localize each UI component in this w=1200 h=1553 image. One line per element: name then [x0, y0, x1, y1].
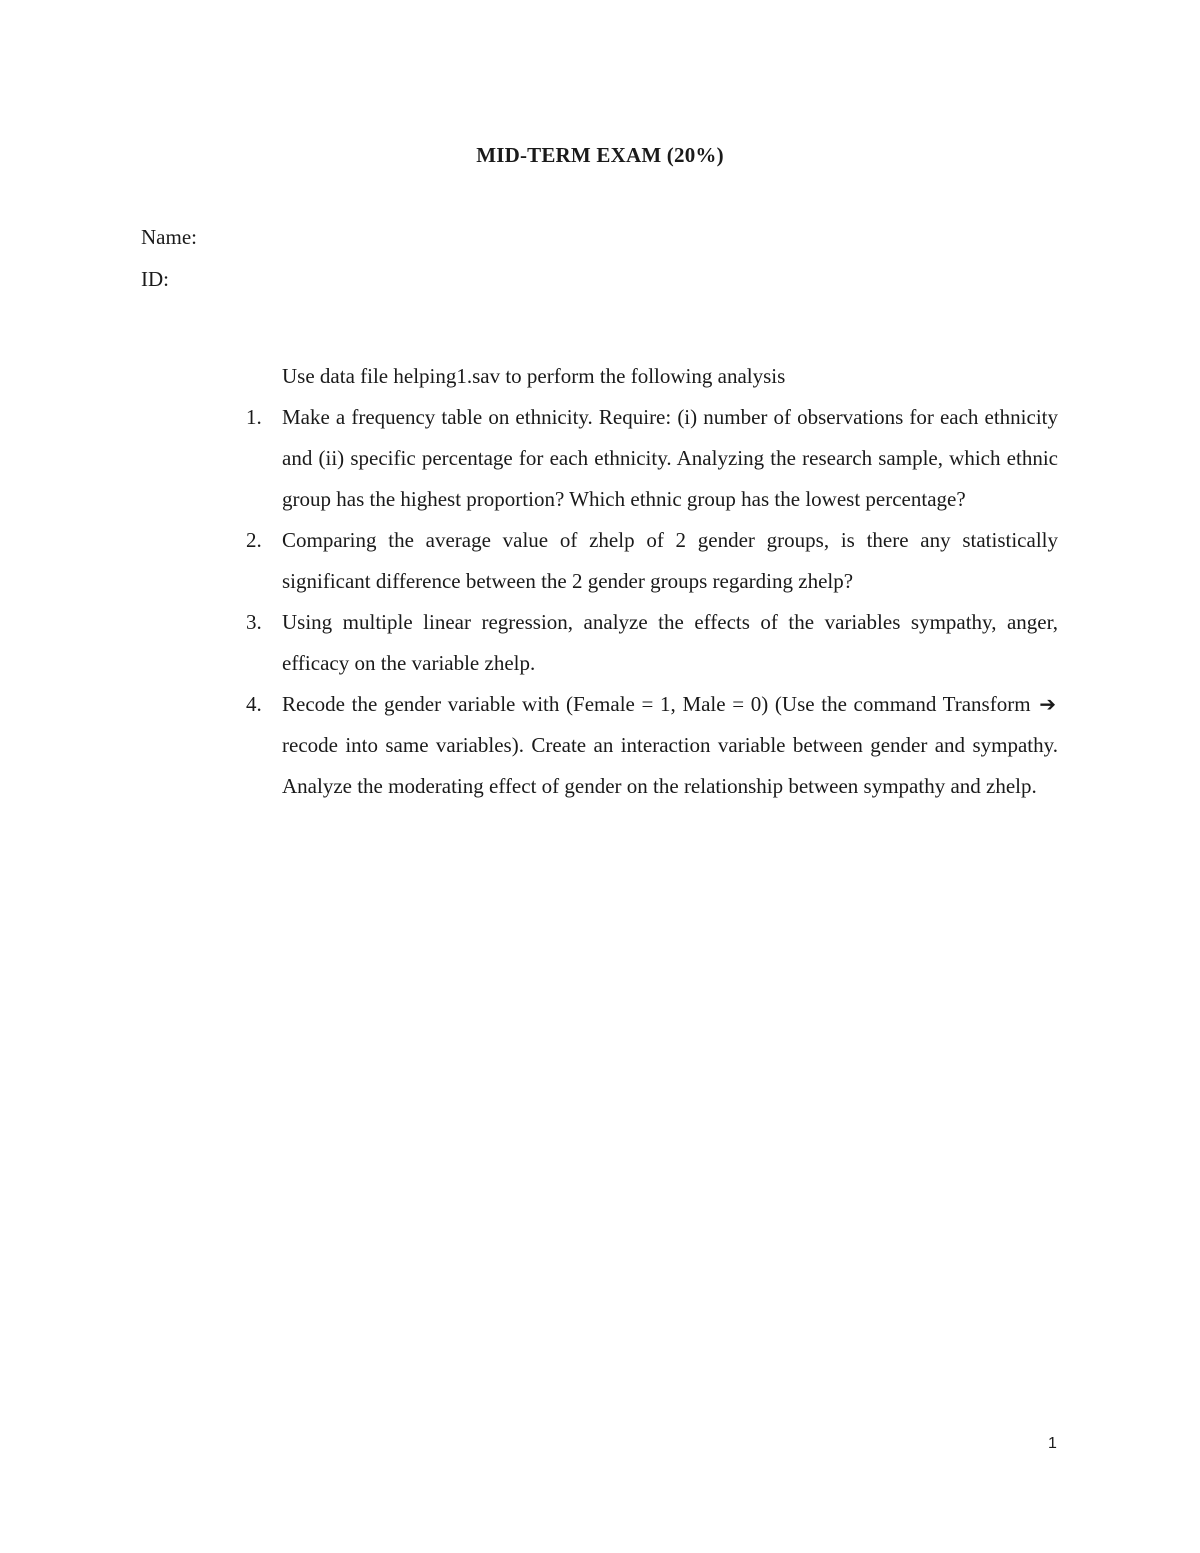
- question-item: [246, 520, 1058, 602]
- question-number: 4.: [246, 692, 262, 716]
- question-text: Using multiple linear regression, analyze the effects of the variables sympathy, anger, efficacy on the variable zhelp.: [282, 610, 1058, 675]
- arrow-right-icon: ➔: [1039, 692, 1056, 716]
- question-text: Make a frequency table on ethnicity. Require: (i) number of observations for each ethnicity and (ii) specific percentage for each ethnicity. Analyzing the research sample, which ethnic group has the highest proportion? Which ethnic group has the lowest percentage?: [282, 405, 1058, 511]
- question-item: [246, 397, 1058, 520]
- question-number: 1.: [246, 405, 262, 429]
- instructions-intro: Use data file helping1.sav to perform the following analysis: [282, 364, 786, 388]
- name-label: Name:: [141, 225, 197, 249]
- question-text: Comparing the average value of zhelp of 2 gender groups, is there any statistically significant difference between the 2 gender groups regarding zhelp?: [282, 528, 1058, 593]
- question-item: [246, 684, 1058, 807]
- page-number: 1: [1048, 1435, 1057, 1452]
- question-text-continued: recode into same variables). Create an interaction variable between gender and sympathy. Analyze the moderating effect of gender on the relationship between sympathy and zhelp.: [282, 733, 1058, 798]
- question-item: [246, 602, 1058, 684]
- exam-content: [246, 356, 1058, 807]
- question-number: 3.: [246, 610, 262, 634]
- question-text: Recode the gender variable with (Female = 1, Male = 0) (Use the command Transform: [282, 692, 1031, 716]
- question-number: 2.: [246, 528, 262, 552]
- id-label: ID:: [141, 267, 169, 291]
- exam-title: MID-TERM EXAM (20%): [476, 143, 724, 167]
- question-list: [246, 397, 1058, 807]
